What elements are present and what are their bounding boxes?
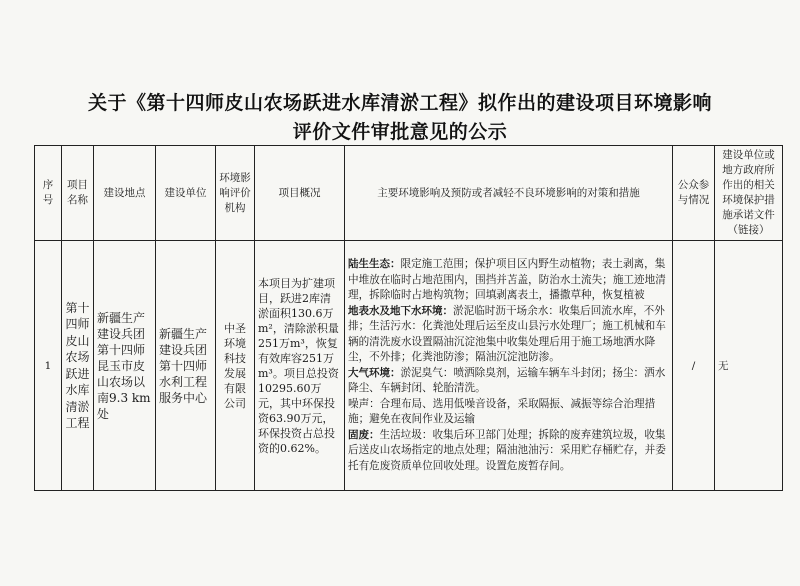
- measure-water: 地表水及地下水环境：淤泥临时沥干场余水：收集后回流水库，不外排；生活污水：化粪池处理后运至皮山县污水处理厂；施工机械和车辆的清洗废水设置隔油沉淀池集中收集处理后用于施工场地洒水降尘，不外排；化粪池防渗；隔油沉淀池防渗。: [348, 304, 666, 363]
- document-title-line1: 关于《第十四师皮山农场跃进水库清淤工程》拟作出的建设项目环境影响: [87, 92, 712, 114]
- document-title-line2: 评价文件审批意见的公示: [292, 121, 508, 143]
- header-name: 项目名称: [62, 146, 94, 241]
- cell-public: /: [673, 241, 715, 491]
- table-header-row: [35, 146, 783, 241]
- header-eia-org: 环境影响评价机构: [216, 146, 255, 241]
- measure-solid-waste: 固废：生活垃圾：收集后环卫部门处理；拆除的废弃建筑垃圾，收集后送皮山农场指定的地点处理；隔油池油污：采用贮存桶贮存，并委托有危废资质单位回收处理。设置危废暂存间。: [348, 428, 666, 472]
- cell-seq: 1: [35, 241, 62, 491]
- cell-commitment: 无: [715, 241, 783, 491]
- measure-air: 大气环境：淤泥臭气：喷洒除臭剂，运输车辆车斗封闭；扬尘：洒水降尘、车辆封闭、轮胎清洗。: [348, 366, 666, 394]
- header-commitment: 建设单位或地方政府所作出的相关环境保护措施承诺文件（链接）: [715, 146, 783, 241]
- approval-table: [34, 145, 783, 491]
- table-row: [35, 241, 783, 491]
- measure-noise: 噪声：合理布局、选用低噪音设备，采取隔振、减振等综合治理措施；避免在夜间作业及运输: [348, 397, 656, 425]
- header-unit: 建设单位: [156, 146, 216, 241]
- header-overview: 项目概况: [255, 146, 345, 241]
- header-measures: 主要环境影响及预防或者减轻不良环境影响的对策和措施: [345, 146, 673, 241]
- cell-location: 新疆生产建设兵团第十四师昆玉市皮山农场以南9.3 km处: [94, 241, 156, 491]
- header-location: 建设地点: [94, 146, 156, 241]
- cell-name: 第十四师皮山农场跃进水库清淤工程: [62, 241, 94, 491]
- header-public: 公众参与情况: [673, 146, 715, 241]
- header-seq: 序号: [35, 146, 62, 241]
- cell-unit: 新疆生产建设兵团第十四师水利工程服务中心: [156, 241, 216, 491]
- cell-overview: 本项目为扩建项目，跃进2库清淤面积130.6万m²，清除淤积量251万m³，恢复有效库容251万m³。项目总投资10295.60万元，其中环保投资63.90万元，环保投资占总投资的0.62%。: [255, 241, 345, 491]
- measure-ecology: 陆生生态：限定施工范围；保护项目区内野生动植物；表土剥离，集中堆放在临时占地范围内，围挡并苫盖，防治水土流失；施工迹地清理，拆除临时占地构筑物；回填剥离表土，播撒草种，恢复植被: [348, 258, 666, 301]
- cell-eia-org: 中圣环境科技发展有限公司: [216, 241, 255, 491]
- cell-measures: [345, 241, 673, 491]
